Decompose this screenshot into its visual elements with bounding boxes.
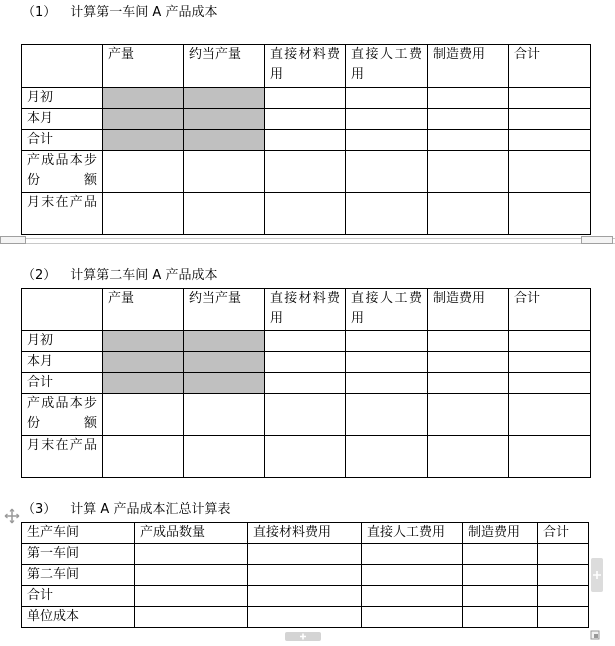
table-cell[interactable] <box>265 109 346 130</box>
shaded-cell <box>103 130 184 151</box>
row-label: 合计 <box>22 373 103 394</box>
table-cell[interactable] <box>184 436 265 478</box>
table-cell[interactable] <box>538 607 589 628</box>
resize-icon <box>590 630 600 640</box>
header-cell: 合计 <box>509 45 591 88</box>
table-cell[interactable] <box>509 109 591 130</box>
table-first-workshop <box>21 44 591 235</box>
table-row <box>22 130 591 151</box>
table-cell[interactable] <box>346 352 428 373</box>
table-cell[interactable] <box>265 352 346 373</box>
header-cell: 约当产量 <box>184 289 265 331</box>
row-label: 月末在产品 <box>22 436 103 478</box>
header-cell: 产成品数量 <box>135 523 248 544</box>
table-cell[interactable] <box>184 151 265 193</box>
table-cell[interactable] <box>509 130 591 151</box>
table-cell[interactable] <box>428 352 509 373</box>
table-cell[interactable] <box>135 607 248 628</box>
table-cell[interactable] <box>103 394 184 436</box>
header-cell <box>22 45 103 88</box>
table-cell[interactable] <box>265 394 346 436</box>
shaded-cell <box>103 109 184 130</box>
table-cell[interactable] <box>346 436 428 478</box>
row-label: 产成品本步份额 <box>22 151 103 193</box>
resize-handle[interactable] <box>590 630 600 640</box>
table-cell[interactable] <box>135 586 248 607</box>
table-header-row <box>22 45 591 88</box>
table-row <box>22 88 591 109</box>
move-icon[interactable] <box>4 508 20 524</box>
table-cell[interactable] <box>509 331 591 352</box>
table-cell[interactable] <box>509 88 591 109</box>
header-cell: 约当产量 <box>184 45 265 88</box>
table-cell[interactable] <box>265 436 346 478</box>
add-row-button[interactable] <box>285 632 321 641</box>
table-row <box>22 565 589 586</box>
table-row <box>22 151 591 193</box>
table-cell[interactable] <box>346 373 428 394</box>
table-cell[interactable] <box>538 586 589 607</box>
table-row <box>22 109 591 130</box>
table-cell[interactable] <box>509 436 591 478</box>
table-row <box>22 586 589 607</box>
table-cell[interactable] <box>265 151 346 193</box>
table-cell[interactable] <box>265 331 346 352</box>
table-cell[interactable] <box>362 586 463 607</box>
header-cell: 直接人工费用 <box>362 523 463 544</box>
section-3-number: （3） <box>22 502 57 517</box>
table-cell[interactable] <box>103 193 184 235</box>
table-cell[interactable] <box>509 151 591 193</box>
row-label: 合计 <box>22 586 135 607</box>
table-cell[interactable] <box>103 436 184 478</box>
table-cell[interactable] <box>428 109 509 130</box>
header-cell: 合计 <box>538 523 589 544</box>
header-cell: 合计 <box>509 289 591 331</box>
table-header-row <box>22 523 589 544</box>
section-2-title: 计算第二车间 A 产品成本 <box>70 268 218 283</box>
row-label: 月初 <box>22 331 103 352</box>
header-cell: 直接人工费用 <box>346 289 428 331</box>
table-cell[interactable] <box>428 436 509 478</box>
table-cell[interactable] <box>428 331 509 352</box>
row-label: 本月 <box>22 109 103 130</box>
page-break-line <box>0 243 615 244</box>
section-1-heading <box>22 5 217 21</box>
margin-marker-right[interactable] <box>581 236 613 244</box>
table-second-workshop <box>21 288 591 478</box>
shaded-cell <box>184 352 265 373</box>
table-row <box>22 436 591 478</box>
table-cell[interactable] <box>362 607 463 628</box>
header-cell <box>22 289 103 331</box>
section-2-heading <box>22 268 217 284</box>
row-label: 本月 <box>22 352 103 373</box>
table-cell[interactable] <box>346 109 428 130</box>
section-1-number: （1） <box>22 5 57 20</box>
shaded-cell <box>184 109 265 130</box>
table-row <box>22 193 591 235</box>
table-cell[interactable] <box>248 544 362 565</box>
header-cell: 直接材料费用 <box>248 523 362 544</box>
table-cell[interactable] <box>428 130 509 151</box>
table-cell[interactable] <box>248 607 362 628</box>
header-cell: 生产车间 <box>22 523 135 544</box>
table-row <box>22 331 591 352</box>
row-label: 月初 <box>22 88 103 109</box>
table-row <box>22 544 589 565</box>
row-label: 单位成本 <box>22 607 135 628</box>
shaded-cell <box>103 373 184 394</box>
table-row <box>22 607 589 628</box>
section-2-number: （2） <box>22 268 57 283</box>
header-cell: 产量 <box>103 45 184 88</box>
table-cell[interactable] <box>346 394 428 436</box>
table-cell[interactable] <box>463 565 538 586</box>
table-cell[interactable] <box>346 331 428 352</box>
table-cell[interactable] <box>428 394 509 436</box>
row-label: 合计 <box>22 130 103 151</box>
table-cell[interactable] <box>463 544 538 565</box>
row-label: 产成品本步份额 <box>22 394 103 436</box>
header-cell: 制造费用 <box>428 289 509 331</box>
row-label: 第一车间 <box>22 544 135 565</box>
table-cell[interactable] <box>538 544 589 565</box>
row-label: 月末在产品 <box>22 193 103 235</box>
table-cell[interactable] <box>265 373 346 394</box>
header-cell: 直接材料费用 <box>265 289 346 331</box>
plus-icon <box>285 632 321 641</box>
shaded-cell <box>103 352 184 373</box>
table-cell[interactable] <box>346 193 428 235</box>
shaded-cell <box>103 331 184 352</box>
table-cell[interactable] <box>184 193 265 235</box>
shaded-cell <box>184 88 265 109</box>
table-cell[interactable] <box>509 394 591 436</box>
table-cell[interactable] <box>346 88 428 109</box>
section-1-title: 计算第一车间 A 产品成本 <box>70 5 218 20</box>
table-cell[interactable] <box>265 130 346 151</box>
section-3-title: 计算 A 产品成本汇总计算表 <box>70 502 231 517</box>
margin-marker-left[interactable] <box>0 236 26 244</box>
table-cell[interactable] <box>509 373 591 394</box>
table-summary <box>21 522 589 628</box>
header-cell: 产量 <box>103 289 184 331</box>
header-cell: 直接材料费用 <box>265 45 346 88</box>
table-row <box>22 373 591 394</box>
table-cell[interactable] <box>346 151 428 193</box>
header-cell: 直接人工费用 <box>346 45 428 88</box>
row-label: 第二车间 <box>22 565 135 586</box>
table-cell[interactable] <box>362 544 463 565</box>
table-cell[interactable] <box>135 565 248 586</box>
table-cell[interactable] <box>184 394 265 436</box>
add-column-button[interactable] <box>591 558 603 592</box>
shaded-cell <box>103 88 184 109</box>
table-cell[interactable] <box>463 607 538 628</box>
table-cell[interactable] <box>428 373 509 394</box>
table-cell[interactable] <box>463 586 538 607</box>
table-cell[interactable] <box>538 565 589 586</box>
shaded-cell <box>184 373 265 394</box>
table-cell[interactable] <box>265 193 346 235</box>
header-cell: 制造费用 <box>463 523 538 544</box>
table-cell[interactable] <box>248 565 362 586</box>
plus-icon <box>591 558 603 592</box>
table-cell[interactable] <box>362 565 463 586</box>
table-row <box>22 394 591 436</box>
page-break-line <box>0 238 615 239</box>
section-3-heading <box>22 502 230 518</box>
table-cell[interactable] <box>428 193 509 235</box>
header-cell: 制造费用 <box>428 45 509 88</box>
shaded-cell <box>184 331 265 352</box>
shaded-cell <box>184 130 265 151</box>
table-cell[interactable] <box>428 88 509 109</box>
table-cell[interactable] <box>135 544 248 565</box>
table-cell[interactable] <box>428 151 509 193</box>
table-cell[interactable] <box>346 130 428 151</box>
table-row <box>22 352 591 373</box>
table-cell[interactable] <box>248 586 362 607</box>
table-cell[interactable] <box>103 151 184 193</box>
table-cell[interactable] <box>509 193 591 235</box>
table-cell[interactable] <box>509 352 591 373</box>
table-cell[interactable] <box>265 88 346 109</box>
table-header-row <box>22 289 591 331</box>
